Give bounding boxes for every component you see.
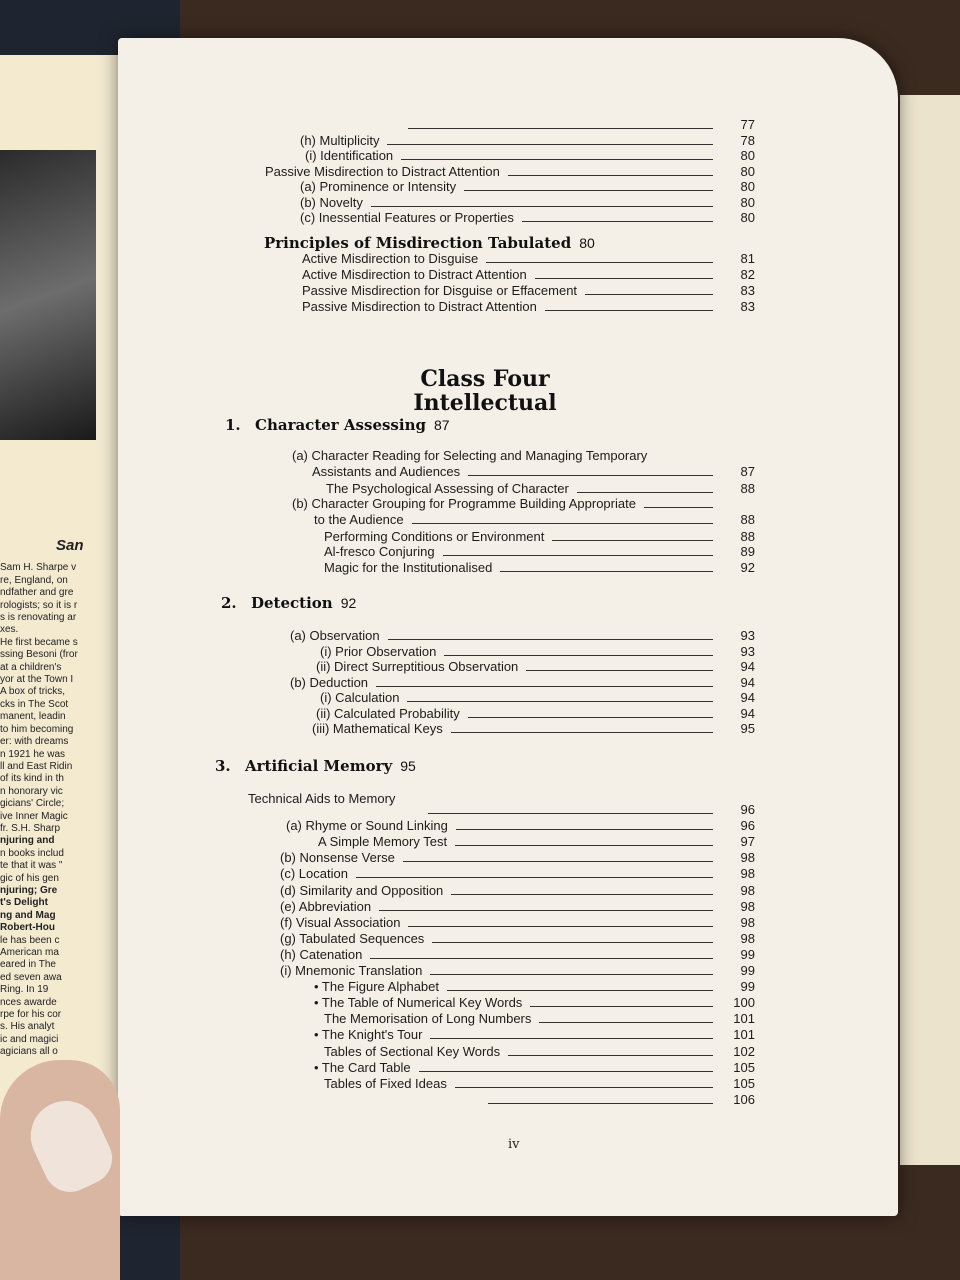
bio-line: gic of his gen — [0, 872, 59, 884]
bio-line: er: with dreams — [0, 736, 69, 748]
toc-entry — [302, 250, 755, 266]
toc-section-heading — [225, 416, 450, 434]
toc-entry-label: Active Misdirection to Disguise — [302, 251, 479, 266]
toc-entry-page: 80 — [740, 210, 755, 225]
toc-entry — [286, 817, 755, 833]
bio-title: San — [56, 540, 84, 553]
section-number: 2. — [221, 594, 237, 612]
toc-entry — [314, 1026, 755, 1042]
toc-entry-page: 106 — [733, 1091, 755, 1107]
bio-line: n 1921 he was — [0, 748, 66, 760]
toc-entry-label: The Psychological Assessing of Character — [326, 481, 569, 496]
toc-leader-line — [430, 974, 713, 975]
toc-entry — [324, 1043, 755, 1059]
section-number: 1. — [225, 416, 241, 434]
toc-entry-label: (i) Identification — [305, 148, 394, 163]
toc-entry — [302, 298, 755, 314]
toc-entry-label: (a) Observation — [290, 628, 380, 643]
toc-entry-page: 83 — [740, 283, 755, 298]
toc-entry-page: 89 — [740, 544, 755, 559]
toc-entry-label: (ii) Calculated Probability — [316, 705, 460, 721]
toc-leader-line — [387, 144, 713, 145]
toc-section-heading — [215, 757, 416, 775]
toc-entry-page: 94 — [740, 659, 755, 674]
toc-leader-line — [486, 262, 713, 263]
toc-entry — [400, 116, 755, 132]
toc-entry — [324, 559, 755, 575]
toc-leader-line — [464, 190, 713, 191]
toc-entry-page: 94 — [740, 705, 755, 721]
toc-leader-line — [468, 475, 713, 476]
bio-line: gicians' Circle; — [0, 798, 65, 810]
toc-entry-label: • The Card Table — [314, 1059, 411, 1075]
toc-leader-line — [456, 829, 713, 830]
toc-entry — [300, 194, 755, 210]
toc-entry-page: 98 — [740, 898, 755, 914]
bio-line: agicians all o — [0, 1046, 58, 1058]
toc-subheading: (a) Character Reading for Selecting and Managing Temporary — [292, 448, 648, 463]
toc-entry — [280, 930, 755, 946]
toc-entry-label: (c) Location — [280, 866, 348, 882]
bio-line: rologists; so it is r — [0, 599, 78, 611]
toc-entry-page: 97 — [740, 834, 755, 850]
toc-entry-label: Passive Misdirection to Distract Attention — [302, 299, 537, 314]
toc-entry-label: (ii) Direct Surreptitious Observation — [316, 659, 519, 674]
toc-entry-label: (b) Novelty — [300, 194, 363, 210]
toc-entry-page: 87 — [740, 464, 755, 479]
toc-entry-label: (b) Character Grouping for Programme Building Appropriate — [292, 496, 636, 511]
toc-entry-label: (iii) Mathematical Keys — [312, 721, 443, 736]
bio-line: eared in The — [0, 959, 56, 971]
bio-line: Ring. In 19 — [0, 984, 49, 996]
toc-entry — [302, 282, 755, 298]
toc-entry — [316, 658, 755, 674]
toc-entry — [320, 643, 755, 659]
toc-leader-line — [526, 670, 713, 671]
toc-entry — [314, 994, 755, 1010]
toc-entry-page: 105 — [733, 1075, 755, 1091]
toc-entry — [420, 801, 755, 817]
toc-entry-page: 94 — [740, 690, 755, 705]
toc-leader-line — [419, 1071, 713, 1072]
toc-leader-line — [443, 555, 713, 556]
bio-line: xes. — [0, 624, 19, 636]
bio-line: Sam H. Sharpe v — [0, 562, 77, 574]
toc-entry — [324, 543, 755, 559]
toc-entry-page: 93 — [740, 628, 755, 643]
toc-entry-page: 88 — [740, 481, 755, 496]
toc-entry-label: • The Table of Numerical Key Words — [314, 995, 523, 1011]
toc-leader-line — [370, 958, 713, 959]
bio-line: nces awarde — [0, 996, 57, 1008]
toc-entry — [324, 528, 755, 544]
toc-entry-page: 105 — [733, 1059, 755, 1075]
bio-line: at a children's — [0, 661, 62, 673]
toc-leader-line — [376, 686, 713, 687]
bio-line: re, England, on — [0, 574, 68, 586]
bio-line: fr. S.H. Sharp — [0, 822, 61, 834]
section-page: 87 — [433, 417, 450, 433]
toc-leader-line — [535, 278, 713, 279]
toc-entry — [318, 833, 755, 849]
bio-line: rpe for his cor — [0, 1009, 62, 1021]
toc-entry-page: 83 — [740, 299, 755, 314]
toc-entry-page: 98 — [740, 882, 755, 898]
section-title: Character Assessing — [255, 416, 426, 434]
bio-line: of its kind in th — [0, 773, 64, 785]
toc-leader-line — [408, 128, 713, 129]
toc-entry — [280, 962, 755, 978]
toc-entry-label: Tables of Sectional Key Words — [324, 1043, 501, 1059]
bio-line: n books includ — [0, 847, 64, 859]
toc-leader-line — [455, 1087, 713, 1088]
toc-leader-line — [585, 294, 713, 295]
toc-entry-label: (f) Visual Association — [280, 914, 401, 930]
toc-entry-page: 99 — [740, 946, 755, 962]
toc-entry — [316, 705, 755, 721]
toc-entry-label: The Memorisation of Long Numbers — [324, 1011, 532, 1027]
toc-entry-label: Passive Misdirection for Disguise or Effacement — [302, 283, 578, 298]
toc-leader-line — [508, 175, 713, 176]
toc-leader-line — [488, 1103, 713, 1104]
toc-entry-label: Magic for the Institutionalised — [324, 560, 493, 575]
bio-line: t's Delight — [0, 897, 48, 909]
toc-leader-line — [500, 571, 713, 572]
class-title-line1: Class Four — [420, 366, 550, 392]
toc-leader-line — [356, 877, 713, 878]
toc-entry — [314, 978, 755, 994]
bio-line: ll and East Ridin — [0, 760, 73, 772]
toc-entry-page: 81 — [740, 251, 755, 266]
bio-line: ive Inner Magic — [0, 810, 68, 822]
toc-entry-page: 93 — [740, 643, 755, 659]
toc-entry — [320, 689, 755, 705]
toc-entry-label: (e) Abbreviation — [280, 898, 372, 914]
toc-entry-page: 96 — [740, 818, 755, 834]
bio-line: ed seven awa — [0, 971, 62, 983]
toc-leader-line — [455, 845, 713, 846]
toc-entry-label: (h) Catenation — [280, 946, 363, 962]
toc-leader-line — [403, 861, 713, 862]
toc-entry-page: 102 — [733, 1043, 755, 1059]
toc-leader-line — [447, 990, 713, 991]
bio-line: manent, leadin — [0, 711, 66, 723]
toc-entry — [300, 178, 755, 194]
bio-line: ng and Mag — [0, 909, 56, 921]
toc-leader-line — [401, 159, 713, 160]
toc-entry-label: Al-fresco Conjuring — [324, 544, 435, 559]
bio-line: n honorary vic — [0, 785, 63, 797]
toc-entry-label: • The Figure Alphabet — [314, 979, 440, 995]
toc-entry — [312, 463, 755, 479]
toc-entry-label: A Simple Memory Test — [318, 834, 448, 850]
toc-entry — [314, 1059, 755, 1075]
toc-leader-line — [451, 894, 713, 895]
toc-entry — [280, 882, 755, 898]
toc-entry-label: (a) Prominence or Intensity — [300, 179, 457, 194]
toc-entry — [290, 627, 755, 643]
toc-leader-line — [451, 732, 713, 733]
toc-leader-line — [428, 813, 713, 814]
toc-entry — [280, 865, 755, 881]
bio-line: American ma — [0, 947, 59, 958]
bio-line: njuring; Gre — [0, 884, 58, 896]
author-bio — [0, 540, 92, 1059]
bio-line: njuring and — [0, 835, 55, 847]
toc-entry-label: (i) Prior Observation — [320, 643, 437, 659]
toc-entry-page: 98 — [740, 930, 755, 946]
toc-entry-page: 88 — [740, 529, 755, 544]
toc-leader-line — [412, 523, 713, 524]
toc-entry — [326, 480, 755, 496]
toc-leader-line — [407, 701, 713, 702]
bio-line: s is renovating ar — [0, 612, 77, 624]
bio-line: A box of tricks, — [0, 686, 66, 698]
toc-entry-label: Assistants and Audiences — [312, 464, 461, 479]
toc-entry-page: 80 — [740, 163, 755, 179]
toc-leader-line — [508, 1055, 713, 1056]
toc-entry-label: Tables of Fixed Ideas — [324, 1075, 447, 1091]
toc-leader-line — [552, 540, 713, 541]
toc-leader-line — [371, 206, 713, 207]
toc-entry — [290, 674, 755, 690]
toc-leader-line — [530, 1006, 713, 1007]
toc-entry-page: 101 — [733, 1011, 755, 1027]
bio-line: s. His analyt — [0, 1021, 55, 1033]
toc-entry — [280, 849, 755, 865]
bio-line: He first became s — [0, 636, 78, 648]
bio-line: yor at the Town I — [0, 674, 74, 686]
section-number: 3. — [215, 757, 231, 775]
toc-entry-label: to the Audience — [314, 512, 404, 527]
toc-entry-label: (c) Inessential Features or Properties — [300, 210, 514, 225]
toc-entry — [280, 946, 755, 962]
bio-line: ndfather and gre — [0, 587, 74, 599]
bio-line: to him becoming — [0, 723, 74, 735]
toc-entry — [300, 209, 755, 225]
author-photo — [0, 150, 96, 440]
toc-entry-label: Active Misdirection to Distract Attention — [302, 267, 527, 282]
section-title: Detection — [251, 594, 333, 612]
bio-line: ic and magici — [0, 1033, 59, 1045]
toc-entry-page: 77 — [740, 117, 755, 132]
toc-entry-label: (b) Deduction — [290, 674, 369, 690]
toc-entry-label: (h) Multiplicity — [300, 132, 380, 148]
toc-entry-page: 80 — [740, 194, 755, 210]
toc-entry-page: 78 — [740, 132, 755, 148]
toc-entry-page: 99 — [740, 963, 755, 978]
toc-entry-page: 98 — [740, 850, 755, 866]
toc-leader-line — [388, 639, 713, 640]
toc-entry-label: (a) Rhyme or Sound Linking — [286, 818, 448, 834]
toc-entry — [292, 495, 755, 511]
toc-entry-label: (g) Tabulated Sequences — [280, 930, 425, 946]
toc-entry-label: Performing Conditions or Environment — [324, 529, 545, 544]
toc-entry — [324, 1010, 755, 1026]
toc-entry-page: 98 — [740, 866, 755, 882]
toc-entry-page: 88 — [740, 512, 755, 527]
toc-entry-page: 82 — [740, 267, 755, 282]
toc-entry-label: Passive Misdirection to Distract Attention — [265, 163, 500, 179]
toc-entry — [305, 147, 755, 163]
toc-entry-page: 99 — [740, 979, 755, 995]
toc-entry-page: 101 — [733, 1027, 755, 1043]
bio-line: te that it was " — [0, 860, 63, 872]
toc-leader-line — [644, 507, 713, 508]
toc-entry — [280, 914, 755, 930]
toc-entry — [280, 898, 755, 914]
toc-entry-page: 95 — [740, 721, 755, 736]
toc-entry — [265, 163, 755, 179]
toc-leader-line — [577, 492, 713, 493]
toc-entry-label: (i) Mnemonic Translation — [280, 963, 423, 978]
toc-entry-page: 80 — [740, 179, 755, 194]
toc-entry-page: 80 — [740, 148, 755, 163]
toc-entry-label: (d) Similarity and Opposition — [280, 882, 444, 898]
toc-entry-page: 94 — [740, 674, 755, 690]
section-title: Artificial Memory — [245, 757, 393, 775]
toc-entry — [480, 1091, 755, 1107]
section-page: 92 — [340, 595, 357, 611]
toc-leader-line — [444, 655, 713, 656]
bio-line: Robert-Hou — [0, 922, 55, 934]
toc-leader-line — [522, 221, 713, 222]
page-number: iv — [508, 1137, 520, 1152]
toc-entry — [312, 720, 755, 736]
bio-line: cks in The Scot — [0, 698, 69, 710]
section-title: Principles of Misdirection Tabulated — [264, 234, 572, 252]
toc-entry — [314, 511, 755, 527]
section-page: 95 — [400, 758, 416, 774]
toc-leader-line — [408, 926, 713, 927]
toc-subheading: Technical Aids to Memory — [248, 791, 396, 806]
toc-entry-page: 92 — [740, 560, 755, 575]
class-title-line2: Intellectual — [413, 390, 557, 416]
toc-entry — [300, 132, 755, 148]
toc-leader-line — [430, 1038, 713, 1039]
bio-line: ssing Besoni (fror — [0, 649, 78, 661]
toc-section-heading — [221, 594, 356, 612]
toc-leader-line — [468, 717, 713, 718]
toc-entry-page: 96 — [740, 802, 755, 817]
bio-line: le has been c — [0, 934, 60, 946]
next-book-edge — [900, 95, 960, 1165]
toc-leader-line — [545, 310, 713, 311]
toc-entry — [302, 266, 755, 282]
toc-leader-line — [379, 910, 713, 911]
toc-leader-line — [539, 1022, 713, 1023]
toc-entry-label: • The Knight's Tour — [314, 1027, 423, 1043]
toc-entry-page: 98 — [740, 914, 755, 930]
section-page: 80 — [579, 235, 595, 251]
toc-entry-label: (b) Nonsense Verse — [280, 850, 395, 866]
toc-entry — [324, 1075, 755, 1091]
toc-entry-label: (i) Calculation — [320, 690, 400, 705]
toc-leader-line — [432, 942, 713, 943]
toc-entry-page: 100 — [733, 995, 755, 1011]
